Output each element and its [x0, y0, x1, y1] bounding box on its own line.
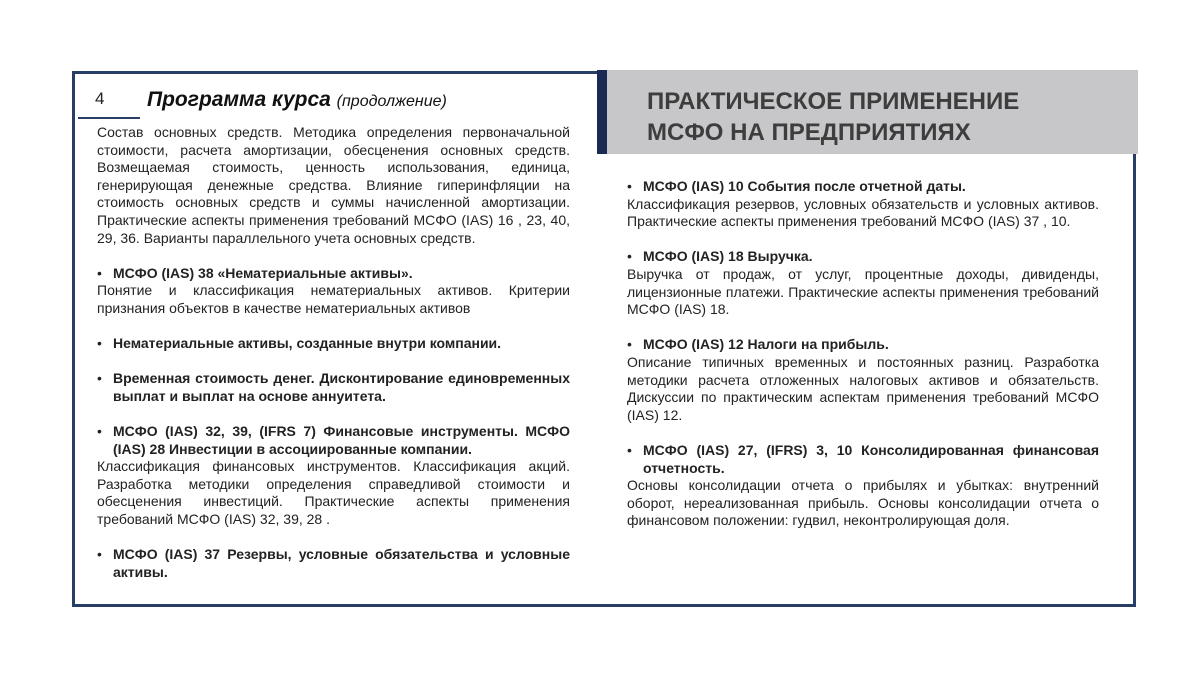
bullet-dot: • — [627, 336, 632, 353]
right-bullet-2-desc: Выручка от продаж, от услуг, процентные доходы, дивиденды, лицензионные платежи. Практические аспекты применения требований МСФО (IAS) 18. — [627, 265, 1099, 318]
left-bullet-3 — [97, 370, 570, 405]
bullet-dot: • — [97, 423, 102, 440]
left-bullet-2 — [97, 335, 570, 353]
right-bullet-4-desc: Основы консолидации отчета о прибылях и убытках: внутренний оборот, нереализованная прибыль. Основы консолидации отчета о финансовом положении: гудвил, неконтролирующая доля. — [627, 477, 1099, 529]
left-column — [97, 124, 570, 581]
right-column — [627, 178, 1099, 530]
left-bullet-1-desc: Понятие и классификация нематериальных активов. Критерии признания объектов в качестве нематериальных активов — [97, 282, 570, 316]
bullet-dot: • — [627, 441, 632, 458]
left-bullet-3-text: Временная стоимость денег. Дисконтирование единовременных выплат и выплат на основе аннуитета. — [113, 370, 570, 404]
header-title — [647, 86, 1019, 148]
left-bullet-1-text: МСФО (IAS) 38 «Нематериальные активы». — [113, 264, 413, 281]
bullet-dot: • — [97, 370, 102, 387]
right-bullet-1-text: МСФО (IAS) 10 События после отчетной даты. — [643, 178, 966, 194]
left-bullet-2-text: Нематериальные активы, созданные внутри компании. — [113, 335, 502, 352]
left-bullet-4-desc: Классификация финансовых инструментов. Классификация акций. Разработка методики определения справедливой стоимости и обесценения инвестиций. Практические аспекты применения требований МСФО (IAS) 32, 39, 28 . — [97, 458, 570, 528]
right-bullet-1-desc: Классификация резервов, условных обязательств и условных активов. Практические аспекты применения требований МСФО (IAS) 37 , 10. — [627, 195, 1099, 230]
bullet-dot: • — [627, 178, 632, 194]
subtitle-note: (продолжение) — [336, 93, 447, 110]
right-bullet-4-text: МСФО (IAS) 27, (IFRS) 3, 10 Консолидированная финансовая отчетность. — [643, 441, 1099, 476]
page-number-underline — [78, 117, 140, 119]
bullet-dot: • — [627, 248, 632, 265]
right-bullet-4 — [627, 442, 1099, 477]
left-bullet-4-text: МСФО (IAS) 32, 39, (IFRS 7) Финансовые инструменты. МСФО (IAS) 28 Инвестиции в ассоциированные компании. — [113, 423, 570, 457]
left-bullet-5 — [97, 546, 570, 581]
header-title-line-2: МСФО НА ПРЕДПРИЯТИЯХ — [647, 119, 971, 146]
subtitle — [147, 88, 447, 112]
header-box — [597, 70, 1138, 154]
page-number: 4 — [95, 89, 105, 108]
bullet-dot: • — [97, 335, 102, 352]
left-bullet-1 — [97, 265, 570, 283]
right-bullet-2 — [627, 248, 1099, 266]
right-bullet-3-desc: Описание типичных временных и постоянных разниц. Разработка методики расчета отложенных налоговых активов и обязательств. Дискуссии по практическим аспектам применения требований МСФО (IAS) 12. — [627, 353, 1099, 423]
left-bullet-5-text: МСФО (IAS) 37 Резервы, условные обязательства и условные активы. — [113, 546, 570, 580]
right-bullet-3-text: МСФО (IAS) 12 Налоги на прибыль. — [643, 336, 889, 353]
bullet-dot: • — [97, 264, 102, 281]
left-intro-text: Состав основных средств. Методика определения первоначальной стоимости, расчета амортизации, обесценения основных средств. Возмещаемая стоимость, ценность использования, единица, генерирующая денежные средства. Влияние гиперинфляции на стоимость основных средств и суммы начисленной амортизации. Практические аспекты применения требований МСФО (IAS) 16 , 23, 40, 29, 36. Варианты параллельного учета основных средств. — [97, 124, 570, 246]
subtitle-text: Программа курса — [147, 88, 331, 111]
right-bullet-3 — [627, 336, 1099, 354]
bullet-dot: • — [97, 546, 102, 563]
right-bullet-1 — [627, 178, 1099, 196]
header-title-line-1: ПРАКТИЧЕСКОЕ ПРИМЕНЕНИЕ — [647, 88, 1020, 115]
left-bullet-4 — [97, 423, 570, 458]
right-bullet-2-text: МСФО (IAS) 18 Выручка. — [643, 248, 813, 265]
